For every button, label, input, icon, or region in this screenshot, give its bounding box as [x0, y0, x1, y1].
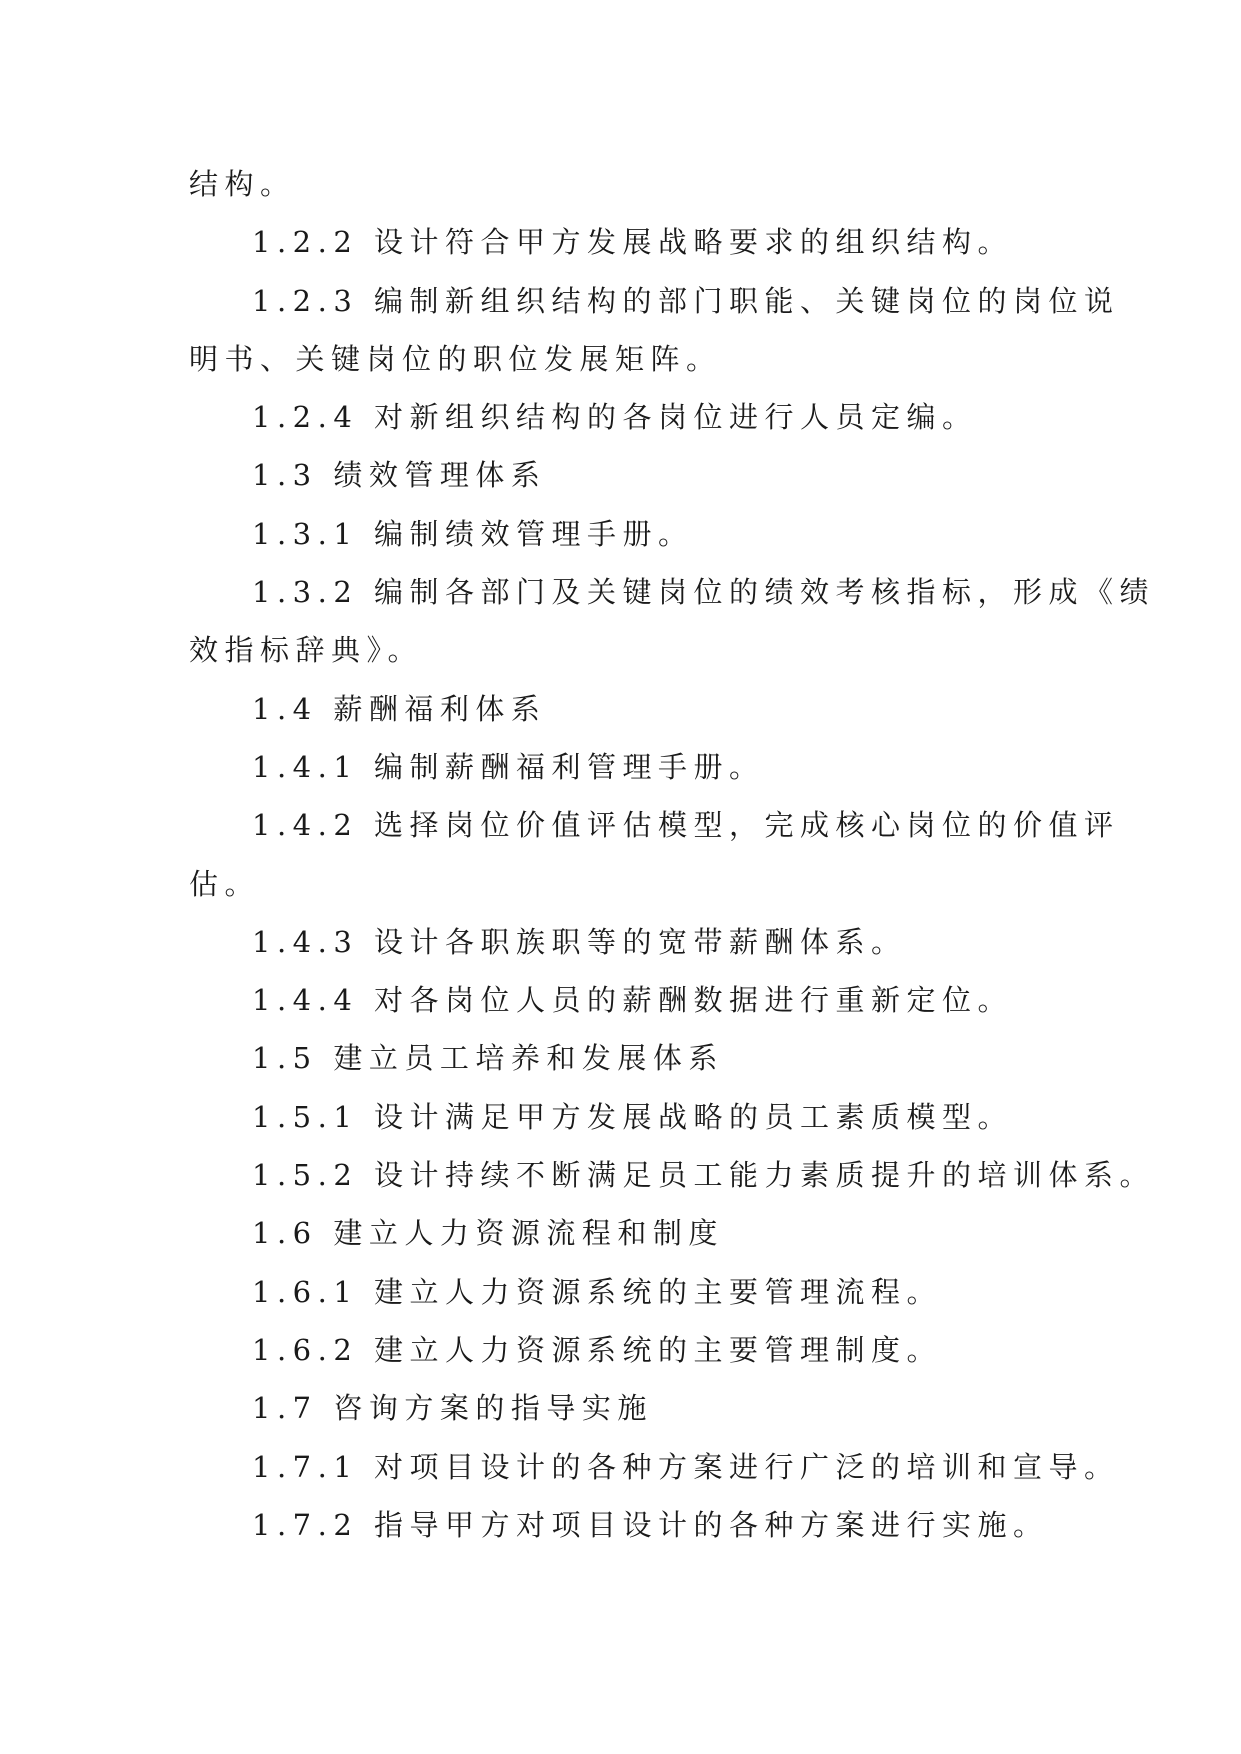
text-line: 1.2.3 编制新组织结构的部门职能、关键岗位的岗位说	[252, 283, 1120, 318]
section-heading: 1.7 咨询方案的指导实施	[252, 1391, 653, 1426]
text-line: 1.7.1 对项目设计的各种方案进行广泛的培训和宣导。	[252, 1449, 1120, 1484]
text-line: 结构。	[189, 167, 296, 201]
section-heading: 1.3 绩效管理体系	[252, 458, 547, 493]
section-heading: 1.6 建立人力资源流程和制度	[252, 1216, 724, 1251]
text-line: 1.6.1 建立人力资源系统的主要管理流程。	[252, 1274, 943, 1309]
section-heading: 1.5 建立员工培养和发展体系	[252, 1041, 724, 1076]
text-line: 1.4.2 选择岗位价值评估模型，完成核心岗位的价值评	[252, 808, 1120, 843]
document-body	[189, 155, 1156, 1554]
text-line: 效指标辞典》。	[189, 633, 424, 668]
text-line: 1.2.4 对新组织结构的各岗位进行人员定编。	[252, 400, 978, 435]
text-line: 估。	[189, 866, 261, 901]
text-line: 1.4.1 编制薪酬福利管理手册。	[252, 749, 765, 784]
text-line: 明书、关键岗位的职位发展矩阵。	[189, 341, 722, 376]
text-line: 1.6.2 建立人力资源系统的主要管理制度。	[252, 1332, 943, 1367]
text-line: 1.5.2 设计持续不断满足员工能力素质提升的培训体系。	[252, 1158, 1156, 1193]
text-line: 1.3.2 编制各部门及关键岗位的绩效考核指标，形成《绩	[252, 575, 1156, 610]
section-heading: 1.4 薪酬福利体系	[252, 691, 547, 726]
text-line: 1.4.3 设计各职族职等的宽带薪酬体系。	[252, 924, 907, 959]
text-line: 1.5.1 设计满足甲方发展战略的员工素质模型。	[252, 1099, 1014, 1134]
text-line: 1.3.1 编制绩效管理手册。	[252, 516, 694, 551]
text-line: 1.7.2 指导甲方对项目设计的各种方案进行实施。	[252, 1507, 1049, 1542]
text-line: 1.2.2 设计符合甲方发展战略要求的组织结构。	[252, 225, 1014, 260]
text-line: 1.4.4 对各岗位人员的薪酬数据进行重新定位。	[252, 983, 1014, 1018]
